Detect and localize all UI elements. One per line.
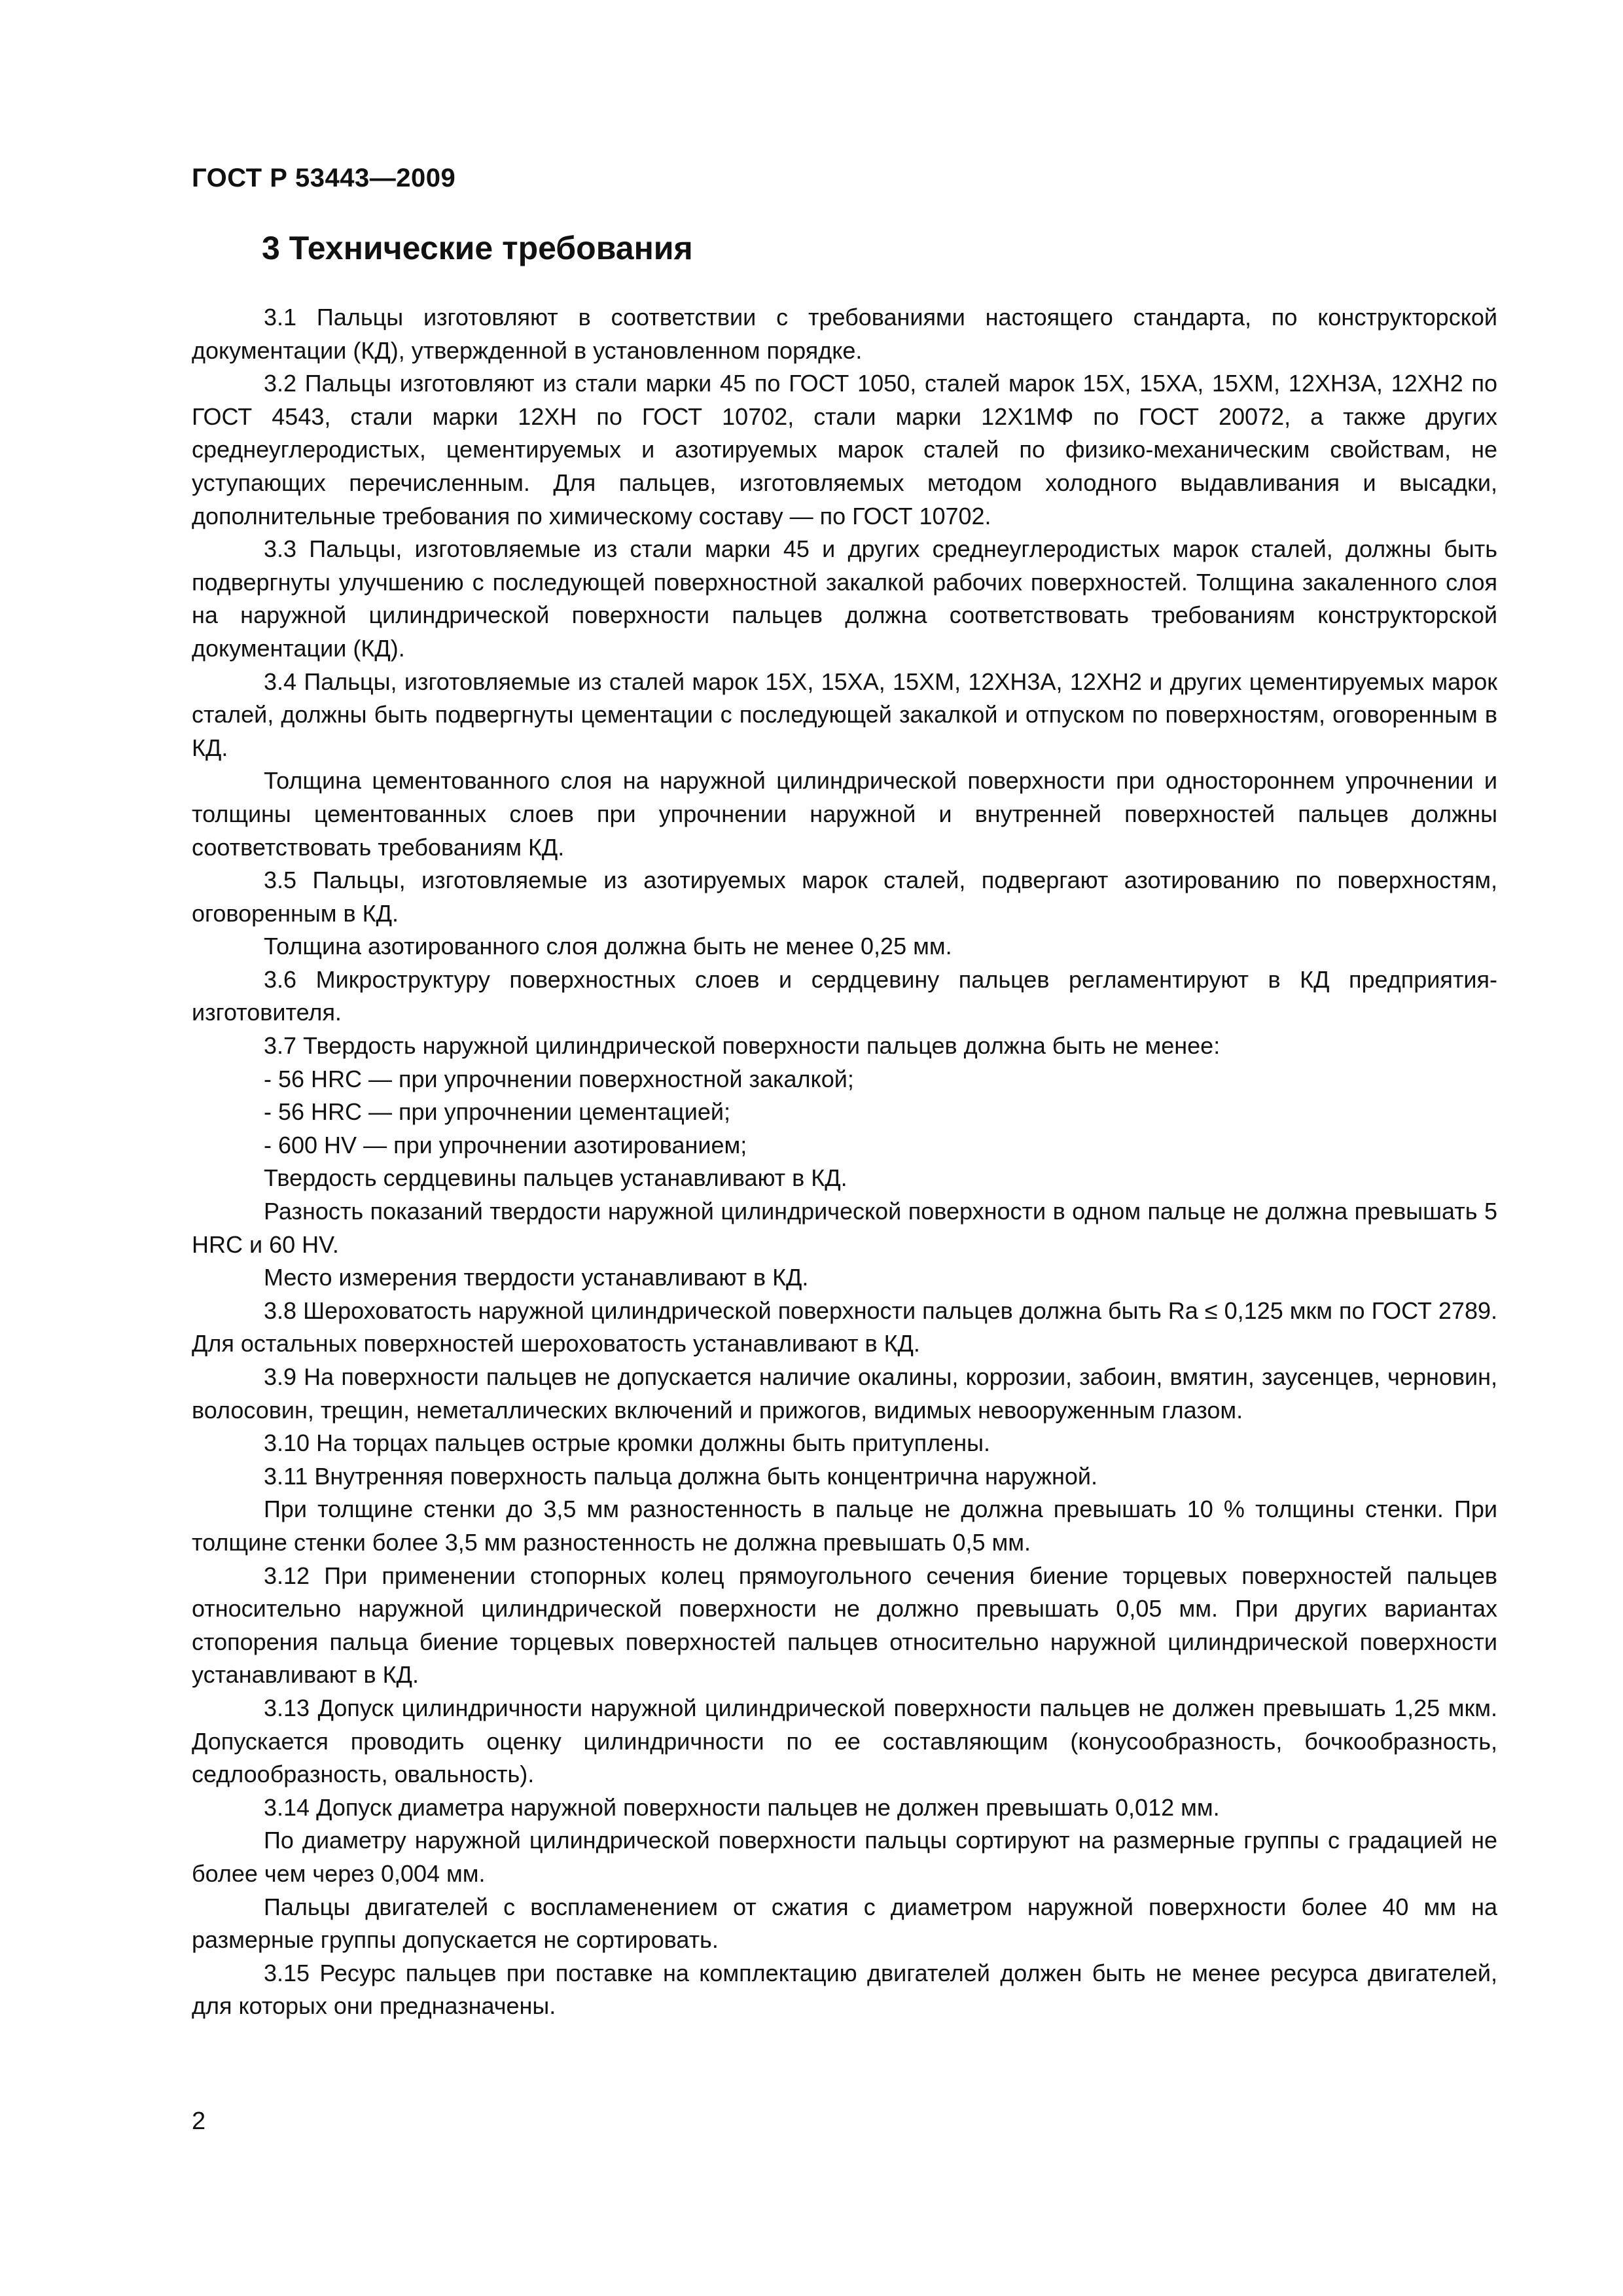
list-item: - 56 HRC — при упрочнении поверхностной закалкой; [264,1065,854,1092]
paragraph-3-7-diff: Разность показаний твердости наружной цилиндрической поверхности в одном пальце не должна превышать 5 HRC и 60 HV. [192,1198,1497,1258]
paragraph-3-4: 3.4 Пальцы, изготовляемые из сталей марок 15Х, 15ХА, 15ХМ, 12ХН3А, 12ХН2 и других цементируемых марок сталей, должны быть подвергнуты цементации с последующей закалкой и отпуском по поверхностям, оговоренным в КД. [192,668,1497,761]
section-title: 3 Технические требования [262,230,693,266]
paragraph-3-13: 3.13 Допуск цилиндричности наружной цилиндрической поверхности пальцев не должен превышать 1,25 мкм. Допускается проводить оценку цилиндричности по ее составляющим (конусообразность, бочкообразность, седлообразность, овальность). [192,1694,1497,1788]
paragraph-3-5: 3.5 Пальцы, изготовляемые из азотируемых марок сталей, подвергают азотированию по поверхностям, оговоренным в КД. [192,867,1497,927]
paragraph-3-12: 3.12 При применении стопорных колец прямоугольного сечения биение торцевых поверхностей пальцев относительно наружной цилиндрической поверхности не должно превышать 0,05 мм. При других вариантах стопорения пальца биение торцевых поверхностей пальцев относительно наружной цилиндрической поверхности устанавливают в КД. [192,1562,1497,1689]
list-item: - 56 HRC — при упрочнении цементацией; [264,1098,731,1126]
paragraph-3-6: 3.6 Микроструктуру поверхностных слоев и сердцевину пальцев регламентируют в КД предприятия-изготовителя. [192,965,1497,1026]
paragraph-3-7-core: Твердость сердцевины пальцев устанавливают в КД. [264,1164,847,1192]
document-header: ГОСТ Р 53443—2009 [192,164,456,192]
list-item: - 600 HV — при упрочнении азотированием; [264,1131,747,1158]
paragraph-3-2: 3.2 Пальцы изготовляют из стали марки 45 по ГОСТ 1050, сталей марок 15Х, 15ХА, 15ХМ, 12ХН3А, 12ХН2 по ГОСТ 4543, стали марки 12ХН по ГОСТ 10702, стали марки 12Х1МФ по ГОСТ 20072, а также других среднеуглеродистых, цементируемых и азотируемых марок сталей по физико-механическим свойствам, не уступающих перечисленным. Для пальцев, изготовляемых методом холодного выдавливания и высадки, дополнительные требования по химическому составу — по ГОСТ 10702. [192,370,1497,529]
paragraph-3-14-cont: По диаметру наружной цилиндрической поверхности пальцы сортируют на размерные группы с градацией не более чем через 0,004 мм. [192,1827,1497,1887]
paragraph-3-15: 3.15 Ресурс пальцев при поставке на комплектацию двигателей должен быть не менее ресурса двигателей, для которых они предназначены. [192,1959,1497,2020]
paragraph-3-8: 3.8 Шероховатость наружной цилиндрической поверхности пальцев должна быть Ra ≤ 0,125 мкм по ГОСТ 2789. Для остальных поверхностей шероховатость устанавливают в КД. [192,1297,1497,1357]
paragraph-3-14: 3.14 Допуск диаметра наружной поверхности пальцев не должен превышать 0,012 мм. [264,1793,1220,1821]
paragraph-3-10: 3.10 На торцах пальцев острые кромки должны быть притуплены. [264,1429,990,1457]
paragraph-3-1: 3.1 Пальцы изготовляют в соответствии с требованиями настоящего стандарта, по конструкторской документации (КД), утвержденной в установленном порядке. [192,304,1497,364]
paragraph-3-7-place: Место измерения твердости устанавливают в КД. [264,1264,809,1291]
paragraph-3-3: 3.3 Пальцы, изготовляемые из стали марки 45 и других среднеуглеродистых марок сталей, должны быть подвергнуты улучшению с последующей поверхностной закалкой рабочих поверхностей. Толщина закаленного слоя на наружной цилиндрической поверхности пальцев должна соответствовать требованиям конструкторской документации (КД). [192,535,1497,662]
paragraph-3-14-diesel: Пальцы двигателей с воспламенением от сжатия с диаметром наружной поверхности более 40 мм на размерные группы допускается не сортировать. [192,1893,1497,1954]
paragraph-3-11: 3.11 Внутренняя поверхность пальца должна быть концентрична наружной. [264,1462,1097,1490]
paragraph-3-5-cont: Толщина азотированного слоя должна быть не менее 0,25 мм. [264,933,952,960]
paragraph-3-11-cont: При толщине стенки до 3,5 мм разностенность в пальце не должна превышать 10 % толщины стенки. При толщине стенки более 3,5 мм разностенность не должна превышать 0,5 мм. [192,1496,1497,1556]
paragraph-3-7: 3.7 Твердость наружной цилиндрической поверхности пальцев должна быть не менее: [264,1032,1221,1060]
paragraph-3-9: 3.9 На поверхности пальцев не допускается наличие окалины, коррозии, забоин, вмятин, заусенцев, черновин, волосовин, трещин, неметаллических включений и прижогов, видимых невооруженным глазом. [192,1363,1497,1424]
page-number: 2 [192,2108,206,2135]
document-body [192,301,1497,2023]
paragraph-3-4-cont: Толщина цементованного слоя на наружной цилиндрической поверхности при одностороннем упрочнении и толщины цементованных слоев при упрочнении наружной и внутренней поверхностей пальцев должны соответствовать требованиям КД. [192,767,1497,861]
